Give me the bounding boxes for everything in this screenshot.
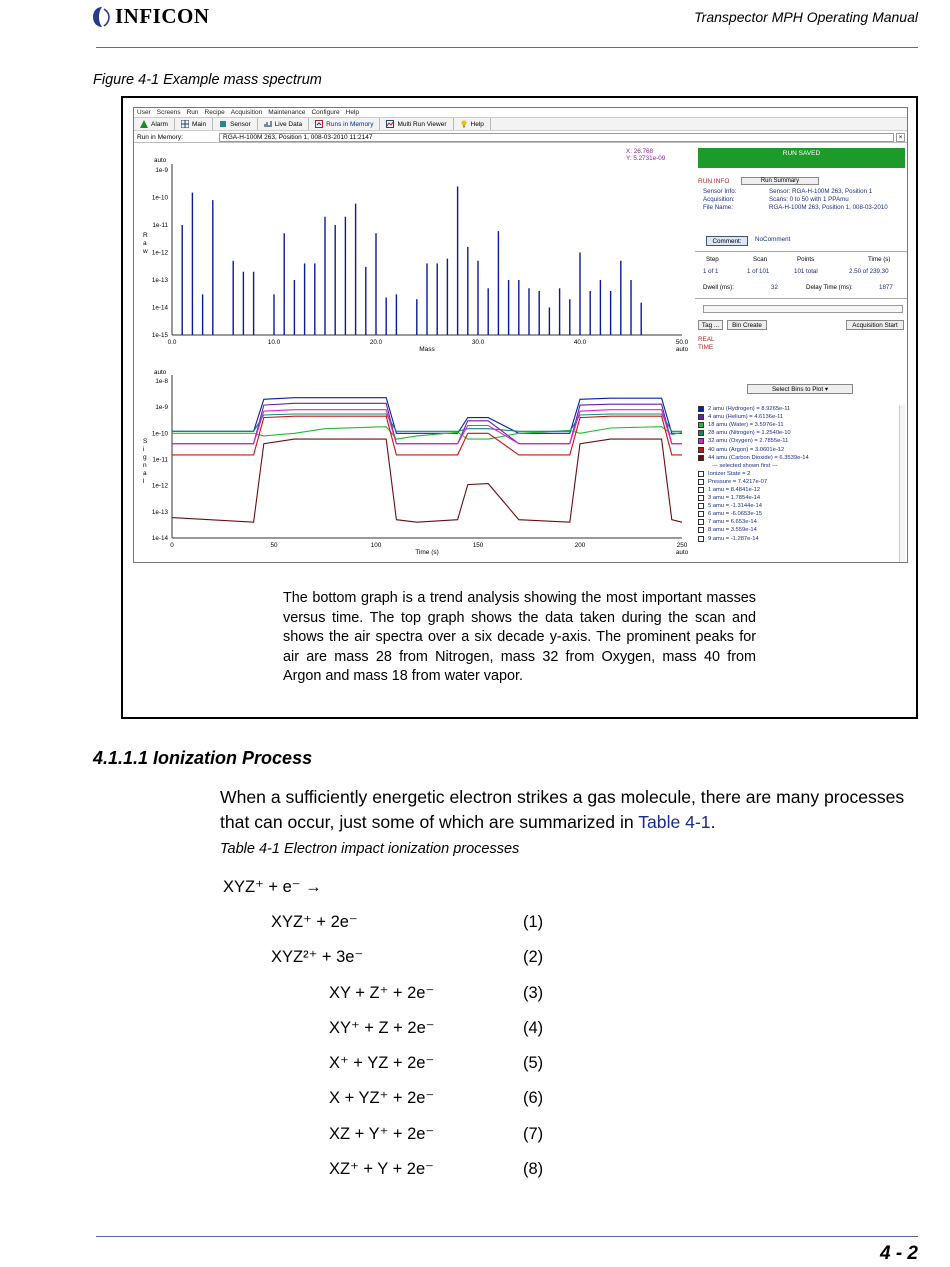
equation-7: XZ + Y⁺ + 2e⁻	[329, 1125, 435, 1143]
menu-run[interactable]: Run	[186, 109, 199, 116]
time-label: TIME	[698, 344, 714, 351]
help-label: Help	[470, 120, 484, 128]
panel-divider	[695, 251, 908, 252]
legend-item-label: 6 amu = -6.0653e-15	[708, 511, 762, 518]
legend-item-label: Pressure = 7.4217e-07	[708, 478, 768, 485]
y-axis-title-letter: a	[143, 240, 147, 247]
menu-bar	[134, 108, 907, 117]
chart-icon	[264, 120, 272, 128]
x-tick-label: 20.0	[369, 339, 383, 346]
footer-rule	[96, 1236, 918, 1237]
y-tick-label: 1e-11	[152, 222, 168, 229]
legend-item-label: 2 amu (Hydrogen) = 8.9265e-11	[708, 406, 791, 413]
run-info-heading: RUN INFO	[698, 178, 730, 185]
run-summary-button[interactable]: Run Summary	[741, 177, 819, 185]
multi-run-viewer-button[interactable]	[380, 118, 453, 130]
series-color-swatch[interactable]	[698, 447, 704, 453]
paragraph-end: .	[710, 811, 716, 832]
equation-number-3: (3)	[523, 984, 544, 1002]
x-tick-label: 250	[676, 542, 688, 549]
x-tick-label: 50.0	[675, 339, 689, 346]
legend-item-label: 40 amu (Argon) = 3.0601e-12	[708, 446, 785, 453]
figure-description: The bottom graph is a trend analysis showing the most important masses versus time. The top graph shows the data taken during the scan and shows the air spectra over a six decade y-axis. The prominent peaks for air are mass 28 from Nitrogen, mass 32 from Oxygen, mass 40 from Argon and mass 18 from water vapor.	[283, 590, 756, 685]
acquisition-key: Acquisition:	[703, 196, 735, 203]
sensor-button[interactable]	[213, 118, 258, 130]
y-tick-label: 1e-10	[151, 194, 168, 202]
step-header: Step	[706, 256, 719, 263]
sensor-info-row	[703, 188, 872, 195]
legend-item-label: 18 amu (Water) = 3.5976e-11	[708, 422, 784, 429]
menu-maintenance[interactable]: Maintenance	[268, 109, 306, 116]
page-number: 4 - 2	[879, 1243, 918, 1264]
checkbox[interactable]	[698, 519, 704, 525]
y-tick-label: 1e-9	[155, 167, 168, 174]
x-tick-label: 50	[270, 542, 278, 549]
main-label: Main	[191, 120, 207, 128]
cursor-y-readout: Y: 5.2731e-09	[626, 155, 666, 162]
y-tick-label: 1e-15	[151, 332, 168, 339]
equation-number-5: (5)	[523, 1054, 544, 1072]
legend-item[interactable]	[698, 535, 908, 543]
equation-number-8: (8)	[523, 1160, 544, 1178]
acquisition-start-button[interactable]: Acquisition Start	[846, 320, 904, 330]
points-value: 101 total	[794, 268, 818, 275]
y-tick-label: 1e-12	[151, 249, 168, 257]
sensor-icon	[219, 120, 227, 128]
sensor-info-key: Sensor Info:	[703, 188, 737, 195]
y-axis-title-letter: w	[143, 248, 148, 255]
legend-item-label: 7 amu = 6.653e-14	[708, 519, 757, 526]
run-in-memory-bar	[134, 132, 907, 143]
trend-series-line	[172, 410, 682, 444]
file-name-key: File Name:	[703, 204, 733, 211]
alarm-label: Alarm	[151, 120, 168, 128]
select-bins-dropdown[interactable]	[747, 384, 853, 394]
document-title: Transpector MPH Operating Manual	[694, 9, 918, 25]
scan-value: 1 of 101	[747, 268, 770, 275]
series-color-swatch[interactable]	[698, 438, 704, 444]
multi-run-icon	[386, 120, 394, 128]
reaction-lead: XYZ⁺ + e⁻ →	[223, 878, 322, 896]
toolbar	[134, 117, 907, 131]
legend-item[interactable]	[698, 429, 908, 437]
equation-number-6: (6)	[523, 1089, 544, 1107]
live-data-label: Live Data	[274, 120, 303, 128]
x-tick-label: 0.0	[167, 339, 177, 346]
y-tick-label: auto	[154, 369, 167, 376]
y-axis-title-letter: S	[143, 438, 148, 445]
runs-in-memory-label: Runs in Memory	[326, 120, 374, 128]
legend-item[interactable]	[698, 502, 908, 510]
x-auto-label: auto	[675, 346, 689, 353]
cursor-x-readout: X: 26.768	[626, 148, 653, 155]
legend-item-label: 1 amu = 8.4841e-12	[708, 486, 761, 493]
file-name-row	[703, 204, 888, 211]
legend-item-label: 32 amu (Oxygen) = 2.7855e-11	[708, 438, 789, 445]
comment-value: NoComment	[755, 236, 791, 243]
legend-item-label: Ionizer State = 2	[708, 470, 751, 477]
legend-item[interactable]	[698, 437, 908, 445]
legend-item[interactable]	[698, 405, 908, 413]
x-tick-label: 30.0	[471, 339, 485, 346]
menu-configure[interactable]: Configure	[311, 109, 340, 116]
run-saved-banner: RUN SAVED	[698, 148, 905, 168]
inficon-logo	[92, 4, 210, 29]
file-name-value: RGA-H-100M 263, Position 1, 008-03-2010	[769, 204, 888, 211]
equation-3: XY + Z⁺ + 2e⁻	[329, 984, 435, 1002]
equation-2: XYZ²⁺ + 3e⁻	[271, 948, 364, 966]
y-tick-label: 1e-13	[151, 277, 168, 284]
x-tick-label: 10.0	[267, 339, 281, 346]
trend-chart	[134, 363, 694, 563]
legend-item-label: 3 amu = 1.7854e-14	[708, 495, 761, 502]
paragraph-text: When a sufficiently energetic electron strikes a gas molecule, there are many processes that can occur, just some of which are summarized in	[220, 787, 905, 832]
y-axis-title-letter: i	[143, 446, 145, 453]
y-tick-label: 1e-13	[151, 508, 168, 516]
legend-item-label: 28 amu (Nitrogen) = 1.2540e-10	[708, 430, 791, 437]
real-label: REAL	[698, 336, 715, 343]
legend-item-label: 5 amu = -1.3144e-14	[708, 503, 762, 510]
comment-button[interactable]: Comment:	[706, 236, 748, 246]
section-heading: 4.1.1.1 Ionization Process	[93, 748, 313, 768]
legend-item[interactable]	[698, 462, 908, 470]
checkbox[interactable]	[698, 503, 704, 509]
y-tick-label: 1e-12	[151, 482, 168, 490]
legend-item[interactable]	[698, 413, 908, 421]
checkbox[interactable]	[698, 527, 704, 533]
y-axis-title-letter: g	[143, 454, 147, 461]
acquisition-row	[703, 196, 849, 203]
y-tick-label: 1e-8	[155, 378, 168, 385]
x-auto-label: auto	[675, 549, 689, 556]
y-tick-label: auto	[154, 157, 167, 164]
menu-acquisition[interactable]: Acquisition	[230, 109, 263, 116]
y-axis-title-letter: a	[143, 470, 147, 477]
lightbulb-icon	[460, 120, 468, 128]
y-tick-label: 1e-9	[155, 404, 168, 412]
progress-bar	[703, 305, 903, 313]
y-tick-label: 1e-14	[151, 535, 168, 542]
bin-create-button[interactable]: Bin Create	[727, 320, 767, 330]
menu-screens[interactable]: Screens	[156, 109, 181, 116]
acquisition-value: Scans: 0 to 50 with 1 PPAmu	[769, 196, 849, 203]
y-tick-label: 1e-10	[151, 430, 168, 438]
figure-caption: Figure 4-1 Example mass spectrum	[93, 72, 322, 88]
menu-help[interactable]: Help	[345, 109, 359, 116]
section-paragraph	[220, 785, 910, 834]
menu-recipe[interactable]: Recipe	[204, 109, 225, 116]
time-header: Time (s)	[868, 256, 891, 263]
inficon-logo-mark	[92, 6, 112, 28]
checkbox[interactable]	[698, 479, 704, 485]
alarm-icon	[140, 120, 148, 128]
x-axis-title: Time (s)	[415, 549, 439, 556]
sensor-info-value: Sensor: RGA-H-100M 263, Position 1	[769, 188, 873, 195]
y-axis-title-letter: n	[143, 462, 147, 469]
sensor-label: Sensor	[230, 120, 251, 128]
multi-run-viewer-label: Multi Run Viewer	[397, 120, 447, 128]
grid-icon	[181, 120, 189, 128]
equation-number-2: (2)	[523, 948, 544, 966]
dwell-value: 32	[771, 284, 778, 291]
legend-item[interactable]	[698, 470, 908, 478]
run-in-memory-select[interactable]: RGA-H-100M 263, Position 1, 008-03-2010 11:2147	[219, 133, 894, 142]
scan-header: Scan	[753, 256, 768, 263]
tag-button[interactable]: Tag ...	[698, 320, 723, 330]
y-tick-label: 1e-11	[152, 456, 168, 464]
legend-item[interactable]	[698, 454, 908, 462]
checkbox[interactable]	[698, 495, 704, 501]
legend-scrollbar[interactable]	[899, 405, 905, 563]
equation-4: XY⁺ + Z + 2e⁻	[329, 1019, 435, 1037]
app-screenshot	[133, 107, 908, 563]
trend-series-line	[172, 403, 682, 443]
panel-divider	[695, 298, 908, 299]
x-tick-label: 200	[574, 542, 586, 549]
legend-item[interactable]	[698, 526, 908, 534]
x-tick-label: 0	[170, 542, 174, 549]
series-color-swatch[interactable]	[698, 406, 704, 412]
x-tick-label: 40.0	[573, 339, 587, 346]
realtime-label	[698, 336, 714, 352]
x-tick-label: 150	[472, 542, 484, 549]
legend-item[interactable]	[698, 486, 908, 494]
run-info-panel	[695, 144, 908, 563]
legend-item-label: --- selected shown first ---	[712, 462, 778, 469]
help-button[interactable]	[454, 118, 491, 130]
table-caption: Table 4-1 Electron impact ionization processes	[220, 841, 520, 857]
legend-item[interactable]	[698, 494, 908, 502]
equation-5: X⁺ + YZ + 2e⁻	[329, 1054, 435, 1072]
alarm-button[interactable]	[134, 118, 175, 130]
legend-item-label: 8 amu = 3.559e-14	[708, 527, 757, 534]
mass-spectrum-chart	[134, 144, 694, 356]
select-bins-label: Select Bins to Plot	[771, 386, 824, 393]
equation-number-4: (4)	[523, 1019, 544, 1037]
legend-item[interactable]	[698, 518, 908, 526]
series-color-swatch[interactable]	[698, 430, 704, 436]
live-data-button[interactable]	[258, 118, 309, 130]
main-button[interactable]	[175, 118, 213, 130]
delay-value: 1877	[879, 284, 893, 291]
bin-legend-list	[698, 405, 908, 563]
y-axis-title-letter: R	[143, 232, 148, 239]
memory-icon	[315, 120, 323, 128]
trend-series-line	[172, 439, 682, 522]
close-icon[interactable]: ×	[896, 133, 905, 142]
checkbox[interactable]	[698, 487, 704, 493]
legend-item[interactable]	[698, 510, 908, 518]
legend-item-label: 44 amu (Carbon Dioxide) = 6.3539e-14	[708, 454, 809, 461]
runs-in-memory-button[interactable]	[309, 118, 380, 130]
chevron-down-icon: ▾	[824, 386, 829, 393]
series-color-swatch[interactable]	[698, 455, 704, 461]
points-header: Points	[797, 256, 815, 263]
legend-item[interactable]	[698, 478, 908, 486]
series-color-swatch[interactable]	[698, 414, 704, 420]
legend-item-label: 4 amu (Helium) = 4.6136e-11	[708, 414, 784, 421]
x-axis-title: Mass	[419, 346, 435, 353]
y-tick-label: 1e-14	[151, 304, 168, 312]
equation-1: XYZ⁺ + 2e⁻	[271, 913, 358, 931]
equation-8: XZ⁺ + Y + 2e⁻	[329, 1160, 434, 1178]
equation-number-1: (1)	[523, 913, 544, 931]
table-link[interactable]: Table 4-1	[638, 811, 711, 832]
checkbox[interactable]	[698, 471, 704, 477]
trend-series-line	[172, 398, 682, 434]
checkbox[interactable]	[698, 536, 704, 542]
legend-item-label: 9 amu = -1.287e-14	[708, 535, 759, 542]
checkbox[interactable]	[698, 511, 704, 517]
equation-6: X + YZ⁺ + 2e⁻	[329, 1089, 435, 1107]
delay-key: Delay Time (ms):	[806, 284, 853, 291]
dwell-key: Dwell (ms):	[703, 284, 734, 291]
legend-item[interactable]	[698, 445, 908, 453]
series-color-swatch[interactable]	[698, 422, 704, 428]
run-in-memory-label: Run in Memory:	[137, 133, 183, 141]
menu-user[interactable]: User	[137, 109, 151, 116]
x-tick-label: 100	[370, 542, 382, 549]
legend-item[interactable]	[698, 421, 908, 429]
step-value: 1 of 1	[703, 268, 719, 275]
equation-number-7: (7)	[523, 1125, 544, 1143]
logo-text: INFICON	[115, 4, 210, 28]
y-axis-title-letter: l	[143, 478, 145, 485]
time-value: 2.50 of 239.30	[849, 268, 889, 275]
header-rule	[96, 47, 918, 48]
